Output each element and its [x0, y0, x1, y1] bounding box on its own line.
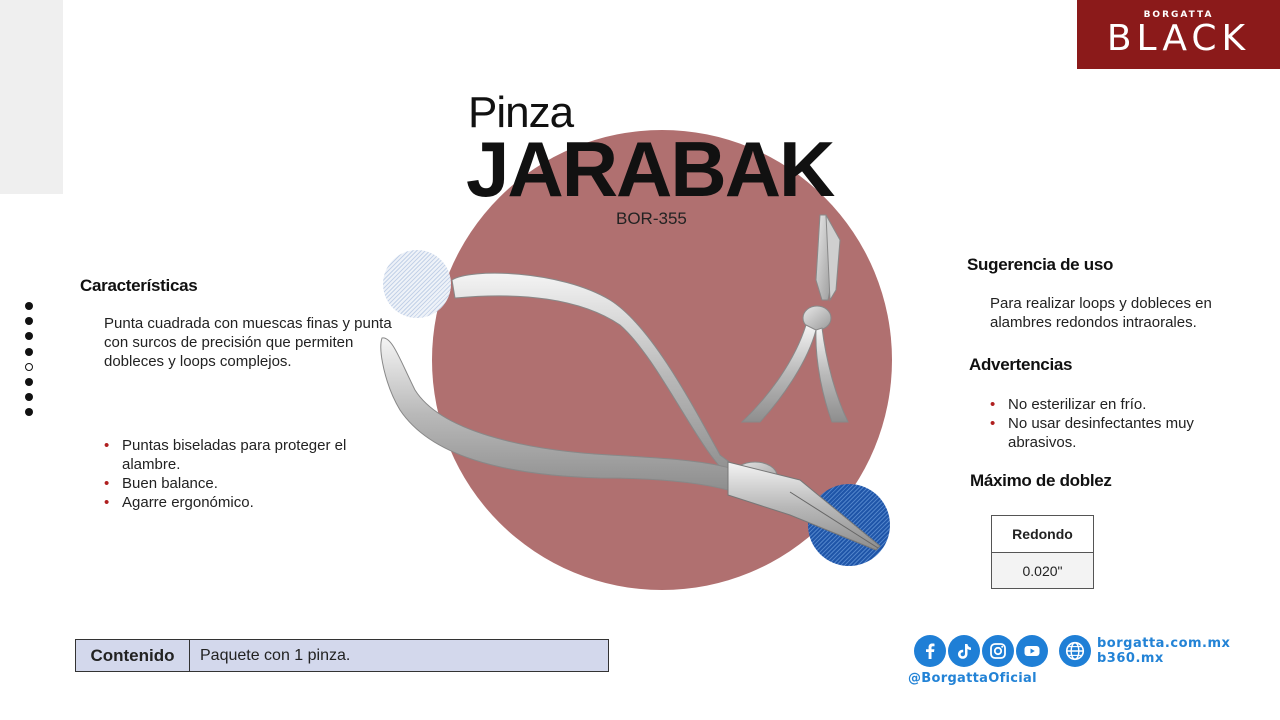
social-handle[interactable]: @BorgattaOficial	[908, 671, 1037, 686]
facebook-icon[interactable]	[914, 635, 946, 667]
product-type: Pinza	[468, 88, 574, 137]
instagram-icon[interactable]	[982, 635, 1014, 667]
pagination-dot[interactable]	[25, 348, 33, 356]
list-item: • Puntas biseladas para proteger el alambre.	[104, 436, 374, 474]
pagination-dot[interactable]	[25, 317, 33, 325]
characteristics-description: Punta cuadrada con muescas finas y punta con surcos de precisión que permiten dobleces y loops complejos.	[104, 315, 392, 370]
list-item: • No usar desinfectantes muy abrasivos.	[990, 414, 1220, 452]
pagination-dot[interactable]	[25, 302, 33, 310]
table-header-round: Redondo	[992, 516, 1094, 553]
pagination-dot[interactable]	[25, 393, 33, 401]
list-item: • Buen balance.	[104, 474, 374, 493]
youtube-icon[interactable]	[1016, 635, 1048, 667]
pagination-dot-active[interactable]	[25, 363, 33, 371]
brand-small-text: BORGATTA	[1143, 10, 1214, 20]
warnings-heading: Advertencias	[969, 355, 1073, 374]
product-name: JARABAK	[466, 125, 834, 213]
list-item: • Agarre ergonómico.	[104, 493, 374, 512]
pagination-dot[interactable]	[25, 378, 33, 386]
product-code: BOR-355	[616, 209, 687, 228]
globe-icon[interactable]	[1059, 635, 1091, 667]
tiktok-icon[interactable]	[948, 635, 980, 667]
pagination-dot[interactable]	[25, 332, 33, 340]
content-value: Paquete con 1 pinza.	[200, 646, 351, 664]
website-link-b360[interactable]: b360.mx	[1097, 651, 1164, 666]
warnings-list	[990, 395, 1220, 452]
usage-heading: Sugerencia de uso	[967, 255, 1114, 274]
decorative-striped-circle-light	[383, 250, 451, 318]
brand-big-text: BLACK	[1106, 18, 1251, 59]
characteristics-heading: Características	[80, 276, 198, 295]
website-link-borgatta[interactable]: borgatta.com.mx	[1097, 636, 1231, 651]
pagination-dot[interactable]	[25, 408, 33, 416]
content-label: Contenido	[76, 640, 190, 671]
content-box	[75, 639, 609, 672]
characteristics-list	[104, 436, 374, 512]
side-strip	[0, 0, 63, 194]
max-bend-heading: Máximo de doblez	[970, 471, 1112, 490]
table-cell-value: 0.020"	[992, 553, 1094, 589]
usage-text: Para realizar loops y dobleces en alambres redondos intraorales.	[990, 295, 1212, 331]
decorative-striped-circle-blue	[808, 484, 890, 566]
social-links	[914, 635, 1050, 667]
slide-pagination	[25, 302, 35, 424]
list-item: • No esterilizar en frío.	[990, 395, 1220, 414]
max-bend-table	[991, 515, 1094, 589]
brand-logo	[1077, 0, 1280, 69]
